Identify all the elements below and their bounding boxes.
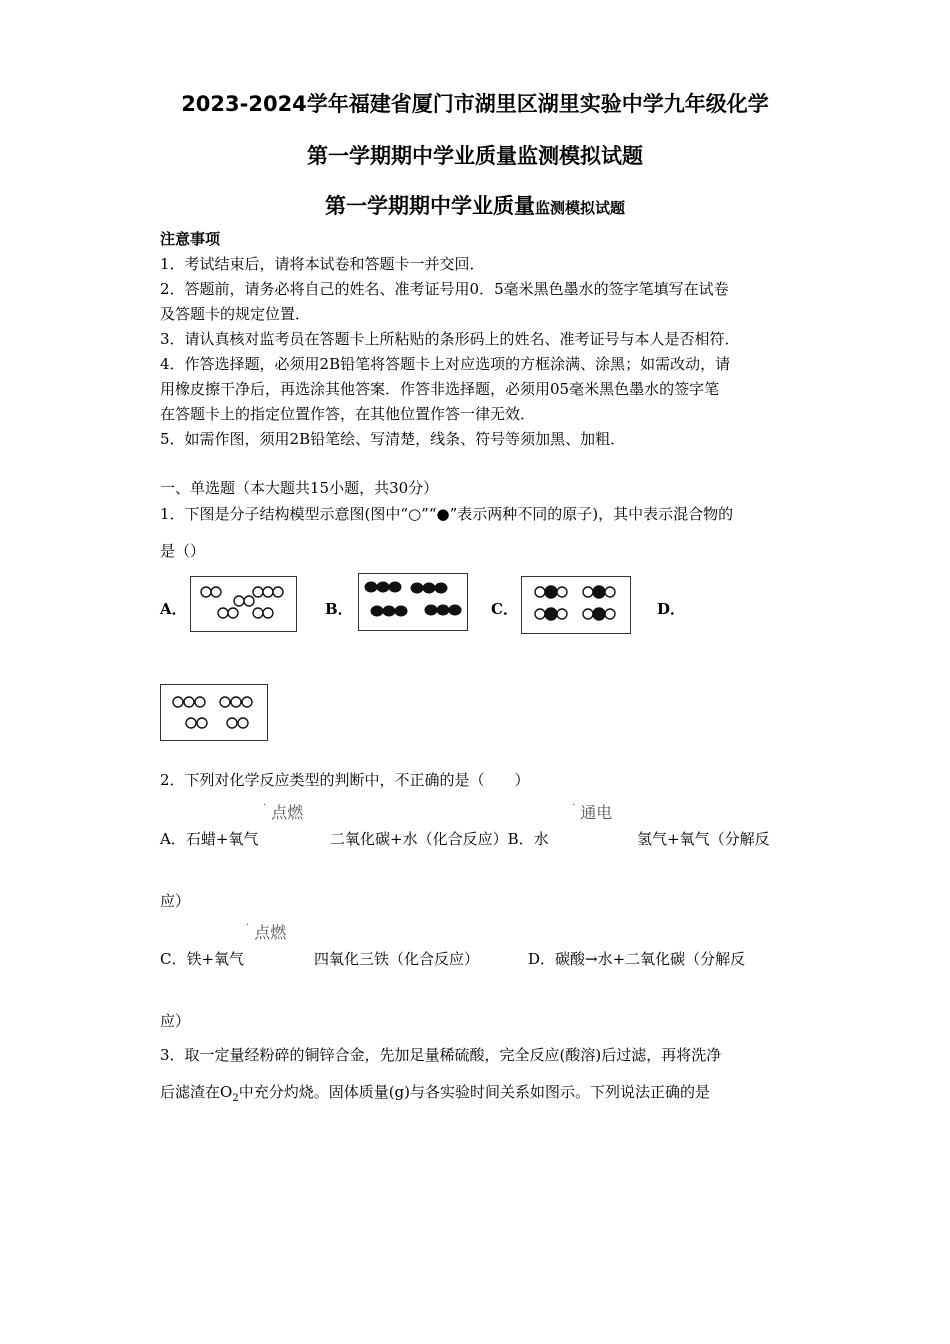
dot-mark: · <box>572 800 576 811</box>
molecule-diagram-d <box>161 685 267 740</box>
notice-line: 5．如需作图，须用2B铅笔绘、写清楚，线条、符号等须加黑、加粗． <box>160 430 626 448</box>
q2-c-condition <box>246 920 286 943</box>
q2-a-condition <box>263 800 303 823</box>
q2-option-a-reactants: A．石蜡+氧气 <box>160 830 259 848</box>
q1-option-d-label: D． <box>657 600 686 618</box>
notice-line: 4．作答选择题，必须用2B铅笔将答题卡上对应选项的方框涂满、涂黑；如需改动，请 <box>160 355 731 373</box>
q2-option-a-products: 二氧化碳+水（化合反应）B．水 <box>330 830 549 848</box>
q2-option-d: D．碳酸→水+二氧化碳（分解反 <box>528 950 746 968</box>
molecule-diagram-b <box>359 574 467 630</box>
notice-line: 1．考试结束后，请将本试卷和答题卡一并交回． <box>160 255 485 273</box>
title-line-3-big: 第一学期期中学业质量 <box>324 194 535 218</box>
q2-option-c-reactants: C．铁+氧气 <box>160 950 245 968</box>
q1-stem-line-1: 1．下图是分子结构模型示意图(图中“○”“●”表示两种不同的原子)，其中表示混合物的 <box>160 505 734 523</box>
q2-c-condition-text: 点燃 <box>254 923 287 942</box>
q2-option-d-tail: 应） <box>160 1012 191 1030</box>
title-line-2: 第一学期期中学业质量监测模拟试题 <box>307 144 643 168</box>
q2-b-condition-text: 通电 <box>580 803 613 822</box>
title-line-1: 2023-2024学年福建省厦门市湖里区湖里实验中学九年级化学 <box>181 92 769 116</box>
title-line-3-small: 监测模拟试题 <box>534 199 625 217</box>
q1-option-c-diagram <box>521 576 631 634</box>
q2-option-b-products: 氢气+氧气（分解反 <box>637 830 770 848</box>
q3-line2-post: 中充分灼烧。固体质量(g)与各实验时间关系如图示。下列说法正确的是 <box>238 1083 710 1101</box>
q1-option-a-diagram <box>190 576 297 632</box>
q1-stem-line-2: 是（） <box>160 542 206 560</box>
dot-mark: · <box>246 920 250 931</box>
dot-mark: · <box>263 800 267 811</box>
q3-stem-line-2 <box>160 1081 710 1104</box>
notice-line: 3．请认真核对监考员在答题卡上所粘贴的条形码上的姓名、准考证号与本人是否相符． <box>160 330 740 348</box>
q1-option-d-diagram <box>160 684 268 741</box>
q2-option-b-tail: 应） <box>160 892 191 910</box>
q3-stem-line-1: 3．取一定量经粉碎的铜锌合金，先加足量稀硫酸，完全反应(酸溶)后过滤，再将洗净 <box>160 1046 722 1064</box>
q2-option-c-products: 四氧化三铁（化合反应） <box>314 950 480 968</box>
q3-subscript: 2 <box>232 1093 239 1104</box>
q3-line2-pre: 后滤渣在O <box>160 1083 233 1101</box>
notice-heading: 注意事项 <box>160 230 221 248</box>
q2-a-condition-text: 点燃 <box>271 803 304 822</box>
molecule-diagram-a <box>191 577 296 631</box>
q1-option-a-label: A． <box>160 600 187 618</box>
section-heading: 一、单选题（本大题共15小题，共30分） <box>160 479 439 497</box>
notice-line: 及答题卡的规定位置． <box>160 305 311 323</box>
molecule-diagram-c <box>522 577 630 633</box>
q1-option-b-label: B． <box>325 600 353 618</box>
notice-line: 用橡皮擦干净后，再选涂其他答案．作答非选择题，必须用05毫米黑色墨水的签字笔 <box>160 380 720 398</box>
title-line-3 <box>0 190 950 220</box>
q1-option-b-diagram <box>358 573 468 631</box>
q2-stem: 2．下列对化学反应类型的判断中，不正确的是（ ） <box>160 771 530 789</box>
notice-line: 在答题卡上的指定位置作答，在其他位置作答一律无效． <box>160 405 536 423</box>
q1-option-c-label: C． <box>491 600 518 618</box>
q2-b-condition <box>572 800 612 823</box>
notice-line: 2．答题前，请务必将自己的姓名、准考证号用0．5毫米黑色墨水的签字笔填写在试卷 <box>160 280 729 298</box>
